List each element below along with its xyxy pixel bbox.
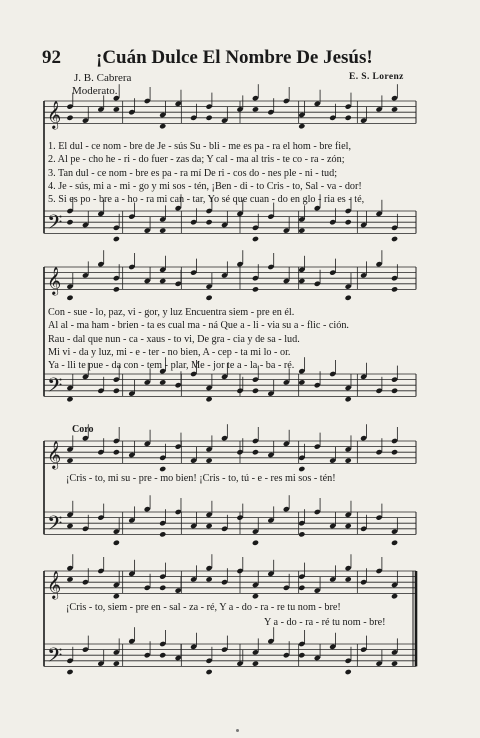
verse-lyrics-part1 bbox=[48, 140, 364, 206]
note-head bbox=[345, 669, 352, 675]
note-head bbox=[345, 457, 352, 463]
chorus-label: Coro bbox=[72, 424, 94, 435]
note-head bbox=[205, 396, 212, 402]
note-head bbox=[298, 379, 305, 385]
note-head bbox=[113, 660, 120, 666]
chorus-line: ¡Cris - to, siem - pre en - sal - za - ré, Y a - do - ra - re tu nom - bre! bbox=[66, 602, 341, 613]
note-head bbox=[345, 295, 352, 301]
note-head bbox=[66, 576, 73, 582]
hymn-title: ¡Cuán Dulce El Nombre De Jesús! bbox=[96, 47, 373, 68]
note-head bbox=[391, 388, 398, 394]
clef-icon: 𝄞 bbox=[47, 570, 62, 599]
note-head bbox=[205, 523, 212, 529]
note-head bbox=[298, 652, 305, 658]
note-head bbox=[113, 236, 120, 242]
note-head bbox=[66, 523, 73, 529]
note-head bbox=[345, 576, 352, 582]
note-head bbox=[205, 295, 212, 301]
note-head bbox=[159, 652, 166, 658]
note-head bbox=[205, 115, 212, 121]
verse-line: 2. Al pe - cho he - ri - do fuer - zas da; Y cal - ma al tris - te co - ra - zón; bbox=[48, 154, 345, 166]
clef-icon: 𝄞 bbox=[47, 100, 62, 129]
note-head bbox=[113, 388, 120, 394]
note-head bbox=[391, 236, 398, 242]
note-head bbox=[159, 379, 166, 385]
note-head bbox=[252, 593, 259, 599]
verse-line: Al al - ma ham - brien - ta es cual ma - ná Que a - li - via su a - flic - ción. bbox=[48, 320, 349, 332]
clef-icon: 𝄢 bbox=[47, 511, 63, 540]
note-head bbox=[298, 531, 305, 537]
chorus-line: Y a - do - ra - ré tu nom - bre! bbox=[264, 617, 386, 628]
clef-icon: 𝄢 bbox=[47, 643, 63, 672]
note-head bbox=[205, 457, 212, 463]
note-head bbox=[66, 457, 73, 463]
note-head bbox=[113, 286, 120, 292]
chorus-lyrics-line2 bbox=[66, 601, 341, 614]
verse-line: 1. El dul - ce nom - bre de Je - sús Su - bli - me es pa - ra el hom - bre fiel, bbox=[48, 141, 351, 152]
note-head bbox=[159, 585, 166, 591]
note-head bbox=[205, 219, 212, 225]
verse-line: 5. Si es po - bre a - ho - ra mi can - tar, Yo sé que cuan - do en glo - ria es - té, bbox=[48, 194, 365, 206]
note-head bbox=[252, 660, 259, 666]
lyricist-credit: J. B. Cabrera bbox=[74, 72, 132, 84]
note-head bbox=[252, 449, 259, 455]
note-head bbox=[298, 278, 305, 284]
verse-line: Rau - dal que nun - ca - xaus - to vi, De gra - cia y de sa - lud. bbox=[48, 333, 300, 345]
page-number: 92 bbox=[42, 47, 61, 68]
note-head bbox=[298, 227, 305, 233]
note-head bbox=[159, 123, 166, 129]
note-head bbox=[252, 106, 259, 112]
verse-line: Mi vi - da y luz, mi - e - ter - no bien, A - cep - ta mi lo - or. bbox=[48, 346, 291, 358]
note-head bbox=[66, 219, 73, 225]
note-head bbox=[345, 523, 352, 529]
note-head bbox=[391, 286, 398, 292]
note-head bbox=[205, 669, 212, 675]
note-head bbox=[159, 278, 166, 284]
note-head bbox=[66, 115, 73, 121]
note-head bbox=[345, 396, 352, 402]
chorus-lyrics-line1 bbox=[66, 472, 336, 485]
page-mark bbox=[236, 729, 239, 732]
verse-lyrics-part2 bbox=[48, 306, 349, 372]
verse-line: Con - sue - lo, paz, vi - gor, y luz Encuentra siem - pre en él. bbox=[48, 307, 295, 318]
note-head bbox=[252, 286, 259, 292]
note-head bbox=[252, 388, 259, 394]
verse-line: Ya - lli te pue - da con - tem - plar, Me - jor te a - la - ba - ré. bbox=[48, 360, 295, 372]
note-head bbox=[298, 123, 305, 129]
note-head bbox=[252, 236, 259, 242]
tempo-marking: Moderato. bbox=[72, 85, 118, 97]
note-head bbox=[391, 449, 398, 455]
note-head bbox=[113, 540, 120, 546]
clef-icon: 𝄢 bbox=[47, 210, 63, 239]
note-head bbox=[66, 669, 73, 675]
note-head bbox=[252, 540, 259, 546]
note-head bbox=[159, 227, 166, 233]
note-head bbox=[391, 660, 398, 666]
note-head bbox=[345, 115, 352, 121]
note-head bbox=[345, 219, 352, 225]
note-head bbox=[205, 576, 212, 582]
chorus-line: ¡Cris - to, mi su - pre - mo bien! ¡Cris - to, tú - e - res mi sos - tén! bbox=[66, 473, 336, 484]
note-head bbox=[113, 593, 120, 599]
clef-icon: 𝄞 bbox=[47, 440, 62, 469]
verse-line: 3. Tan dul - ce nom - bre es pa - ra mí De ri - cos do - nes ple - ni - tud; bbox=[48, 167, 338, 179]
composer-credit: E. S. Lorenz bbox=[349, 72, 404, 82]
note-head bbox=[113, 106, 120, 112]
clef-icon: 𝄞 bbox=[47, 266, 62, 295]
note-head bbox=[66, 396, 73, 402]
clef-icon: 𝄢 bbox=[47, 373, 63, 402]
note-head bbox=[298, 585, 305, 591]
verse-line: 4. Je - sús, mi a - mi - go y mi sos - tén, ¡Ben - di - to Cris - to, Sal - va - dor! bbox=[48, 180, 362, 192]
note-head bbox=[113, 449, 120, 455]
chorus-lyrics-line3 bbox=[264, 616, 386, 629]
note-head bbox=[66, 295, 73, 301]
note-head bbox=[391, 593, 398, 599]
note-head bbox=[391, 540, 398, 546]
note-head bbox=[159, 531, 166, 537]
note-head bbox=[391, 106, 398, 112]
